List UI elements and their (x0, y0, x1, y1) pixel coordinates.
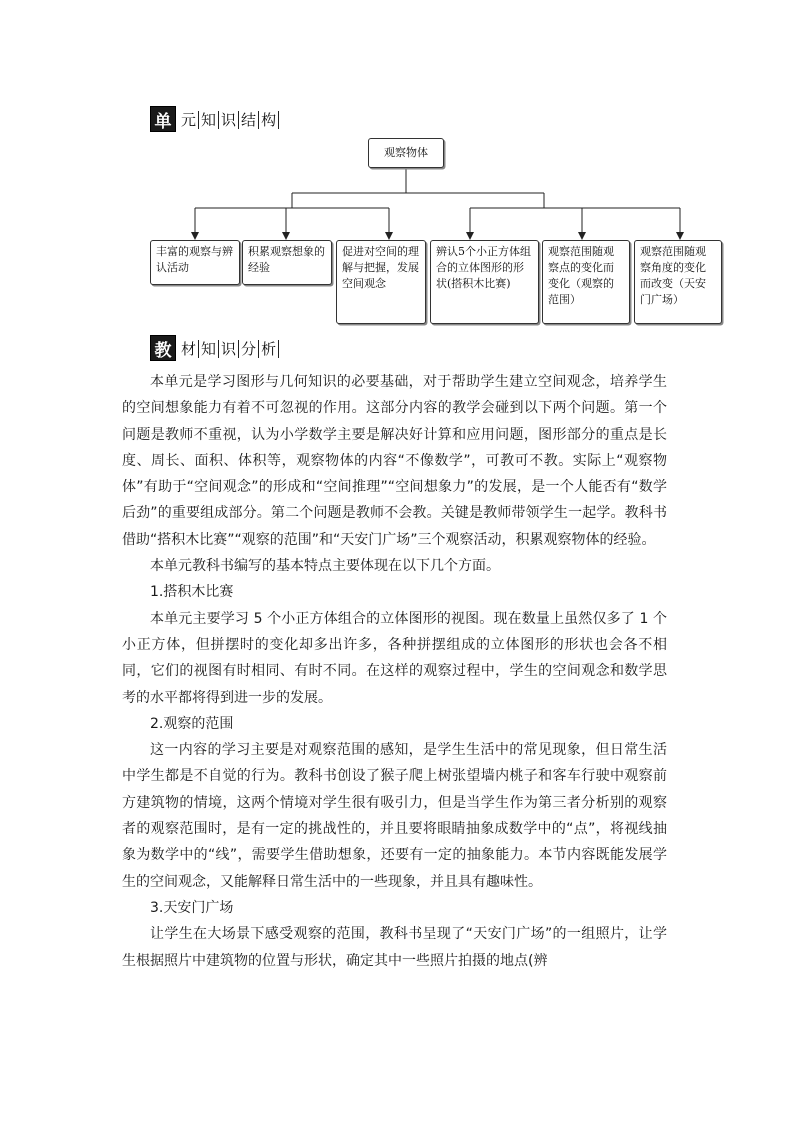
diagram-node: 观察范围随观察角度的变化而改变（天安门广场） (634, 240, 722, 324)
paragraph: 让学生在大场景下感受观察的范围，教科书呈现了“天安门广场”的一组照片，让学生根据照片中建筑物的位置与形状，确定其中一些照片拍摄的地点(辨 (122, 926, 667, 969)
diagram-node: 观察范围随观察点的变化而变化（观察的范围） (542, 240, 630, 324)
paragraph: 本单元是学习图形与几何知识的必要基础，对于帮助学生建立空间观念，培养学生的空间想象能力有着不可忽视的作用。这部分内容的教学会碰到以下两个问题。第一个问题是教师不重视，认为小学数学主要是解决好计算和应用问题，图形部分的重点是长度、周长、面积、体积等，观察物体的内容“不像数学”，可教可不教。实际上“观察物体”有助于“空间观念”的形成和“空间推理”“空间想象力”的发展，是一个人能否有“数学后劲”的重要组成部分。第二个问题是教师不会教。关键是教师带领学生一起学。教科书借助“搭积木比赛”“观察的范围”和“天安门广场”三个观察活动，积累观察物体的经验。 (122, 374, 667, 548)
heading-title: 元 知 识 结 构 (179, 109, 279, 130)
heading-title: 材 知 识 分 析 (179, 338, 279, 359)
diagram-node: 积累观察想象的经验 (242, 240, 332, 285)
body-text (122, 369, 667, 974)
section-heading-textbook-analysis (150, 335, 279, 361)
subheading: 1.搭积木比赛 (150, 584, 234, 601)
diagram-node: 丰富的观察与辨认活动 (150, 240, 240, 285)
subheading: 2.观察的范围 (150, 715, 234, 732)
paragraph: 本单元主要学习 5 个小正方体组合的立体图形的视图。现在数量上虽然仅多了 1 个小正方体，但拼摆时的变化却多出许多，各种拼摆组成的立体图形的形状也会各不相同，它们的视图有时相同、有时不同。在这样的观察过程中，学生的空间观念和数学思考的水平都将得到进一步的发展。 (122, 610, 667, 706)
heading-badge: 教 (150, 335, 176, 361)
diagram-node: 促进对空间的理解与把握，发展空间观念 (336, 240, 426, 324)
paragraph: 这一内容的学习主要是对观察范围的感知，是学生生活中的常见现象，但日常生活中学生都是不自觉的行为。教科书创设了猴子爬上树张望墙内桃子和客车行驶中观察前方建筑物的情境，这两个情境对学生很有吸引力，但是当学生作为第三者分析别的观察者的观察范围时，是有一定的挑战性的，并且要将眼睛抽象成数学中的“点”，将视线抽象为数学中的“线”，需要学生借助想象，还要有一定的抽象能力。本节内容既能发展学生的空间观念，又能解释日常生活中的一些现象，并且具有趣味性。 (122, 742, 667, 890)
diagram-root-node: 观察物体 (368, 138, 444, 168)
paragraph: 本单元教科书编写的基本特点主要体现在以下几个方面。 (150, 558, 500, 575)
diagram-node: 辨认5个小正方体组合的立体图形的形状(搭积木比赛) (430, 240, 539, 324)
subheading: 3.天安门广场 (150, 899, 234, 916)
heading-badge: 单 (150, 106, 176, 132)
